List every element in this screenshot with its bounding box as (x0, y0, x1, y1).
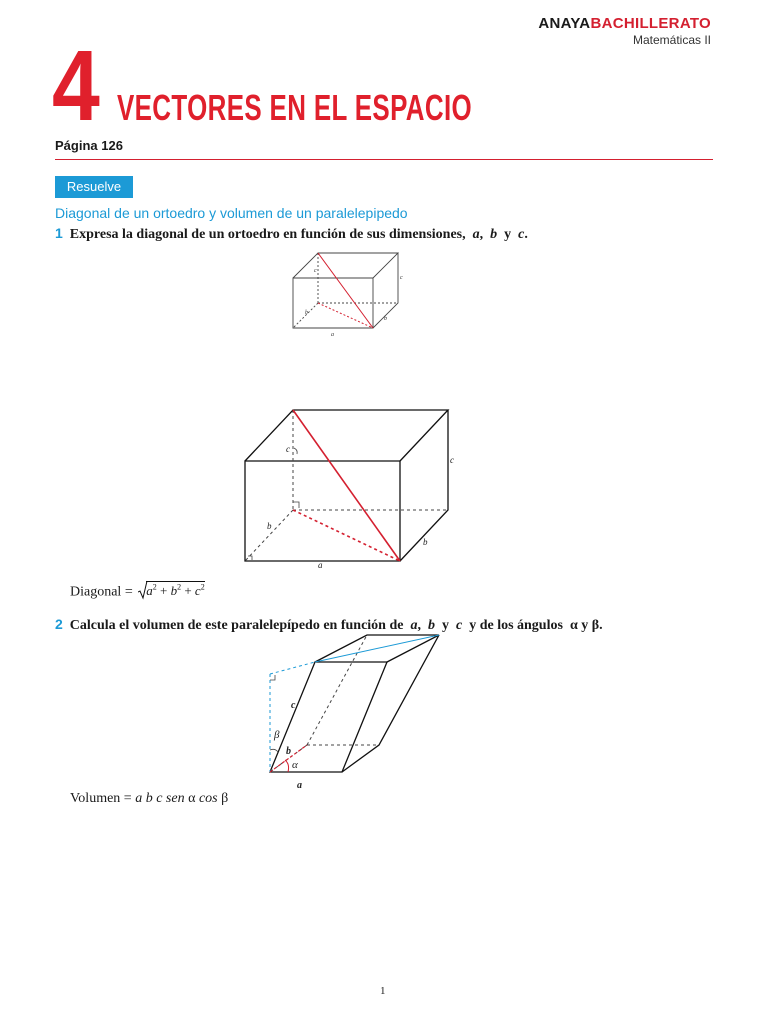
expr-b: b (170, 583, 178, 599)
resuelve-badge: Resuelve (55, 176, 133, 198)
height-top-line (270, 662, 315, 674)
cuboid-space-diagonal (293, 410, 400, 561)
answer-2-alpha: α (188, 791, 196, 806)
cuboid-right-angle-base (293, 502, 299, 508)
cuboid-right-angle-corner (248, 556, 252, 560)
cuboid-base-diagonal (293, 510, 400, 561)
small-cuboid-diagonal (318, 253, 373, 328)
q2-text-mid: y de los ángulos (469, 618, 563, 633)
answer-2-label: Volumen = (70, 791, 132, 806)
cuboid-label-c: c (286, 444, 290, 454)
chapter-number: 4 (52, 30, 97, 142)
exp-c: 2 (200, 583, 205, 592)
cuboid-front-face (245, 461, 400, 561)
question-2-text: Calcula el volumen de este paralelepípedo en función de (69, 618, 404, 633)
plus-2: + (184, 583, 192, 599)
subject-name: Matemáticas II (632, 33, 711, 47)
height-right-angle (270, 675, 275, 680)
exp-a: 2 (152, 583, 157, 592)
parallelepiped-label-beta: β (274, 729, 280, 741)
q2-beta: β (591, 618, 600, 633)
small-cuboid-figure (285, 248, 405, 338)
small-cuboid-top-face (293, 253, 398, 278)
page-number: 1 (380, 985, 386, 997)
header-divider (55, 159, 713, 160)
expr-a: a (146, 583, 153, 599)
q1-conj: y (504, 227, 512, 242)
small-cuboid-label-b: b (305, 310, 308, 316)
publisher-brand (538, 16, 711, 48)
section-title: Diagonal de un ortoedro y volumen de un paralelepipedo (55, 205, 408, 221)
sqrt-expression (138, 583, 204, 600)
q2-var-a: a (410, 618, 418, 633)
cuboid-label-c2: c (450, 455, 454, 465)
beta-arc (270, 749, 278, 752)
q1-var-c: c (518, 227, 525, 242)
q2-conj2: y (581, 618, 589, 633)
cuboid-figure (236, 398, 468, 574)
question-1-number: 1 (55, 225, 63, 241)
q1-var-a: a (472, 227, 480, 242)
plus-1: + (159, 583, 168, 599)
small-cuboid-label-b2: b (384, 316, 387, 322)
answer-2 (70, 791, 228, 807)
q2-var-b: b (427, 618, 435, 633)
alpha-arc (285, 760, 289, 772)
answer-1 (70, 583, 205, 600)
q2-var-c: c (455, 618, 463, 633)
parallelepiped-figure (262, 632, 452, 792)
q2-sep: , (417, 618, 421, 633)
small-cuboid-label-c2: c (400, 275, 403, 281)
q1-end: . (524, 227, 528, 242)
q1-sep: , (479, 227, 484, 242)
cuboid-label-a: a (318, 560, 323, 570)
q1-var-b: b (490, 227, 498, 242)
question-1 (55, 225, 528, 243)
cuboid-label-b: b (267, 521, 272, 531)
parallelepiped-label-a: a (297, 780, 302, 791)
brand-bachillerato: BACHILLERATO (590, 15, 711, 32)
q2-alpha: α (569, 618, 578, 633)
sqrt-icon (138, 580, 148, 600)
brand-logo (538, 16, 711, 32)
exp-b: 2 (177, 583, 182, 592)
cuboid-right-angle-top (294, 448, 297, 454)
small-cuboid-front-face (293, 278, 373, 328)
page-label: Página 126 (55, 138, 123, 153)
question-2-number: 2 (55, 616, 63, 632)
top-diagonal-line (315, 635, 439, 662)
small-cuboid-base-diagonal (318, 303, 373, 328)
parallelepiped-right-face (342, 635, 439, 772)
answer-2-expr: a b c sen (135, 791, 185, 806)
q2-conj1: y (441, 618, 449, 633)
parallelepiped-label-b: b (286, 746, 291, 757)
q2-end: . (599, 618, 603, 633)
brand-anaya: ANAYA (538, 15, 591, 32)
answer-2-cos: cos (198, 791, 218, 806)
question-1-text: Expresa la diagonal de un ortoedro en función de sus dimensiones, (69, 227, 466, 242)
small-cuboid-label-a: a (331, 332, 334, 338)
answer-2-beta: β (221, 791, 229, 806)
cuboid-label-b2: b (423, 537, 428, 547)
expr-c: c (194, 583, 201, 599)
parallelepiped-label-c: c (291, 700, 296, 711)
parallelepiped-label-alpha: α (292, 759, 298, 771)
answer-1-label: Diagonal = (70, 584, 133, 600)
cuboid-top-face (245, 410, 448, 461)
small-cuboid-label-c: c (314, 268, 317, 274)
chapter-title: VECTORES EN EL ESPACIO (117, 87, 473, 128)
